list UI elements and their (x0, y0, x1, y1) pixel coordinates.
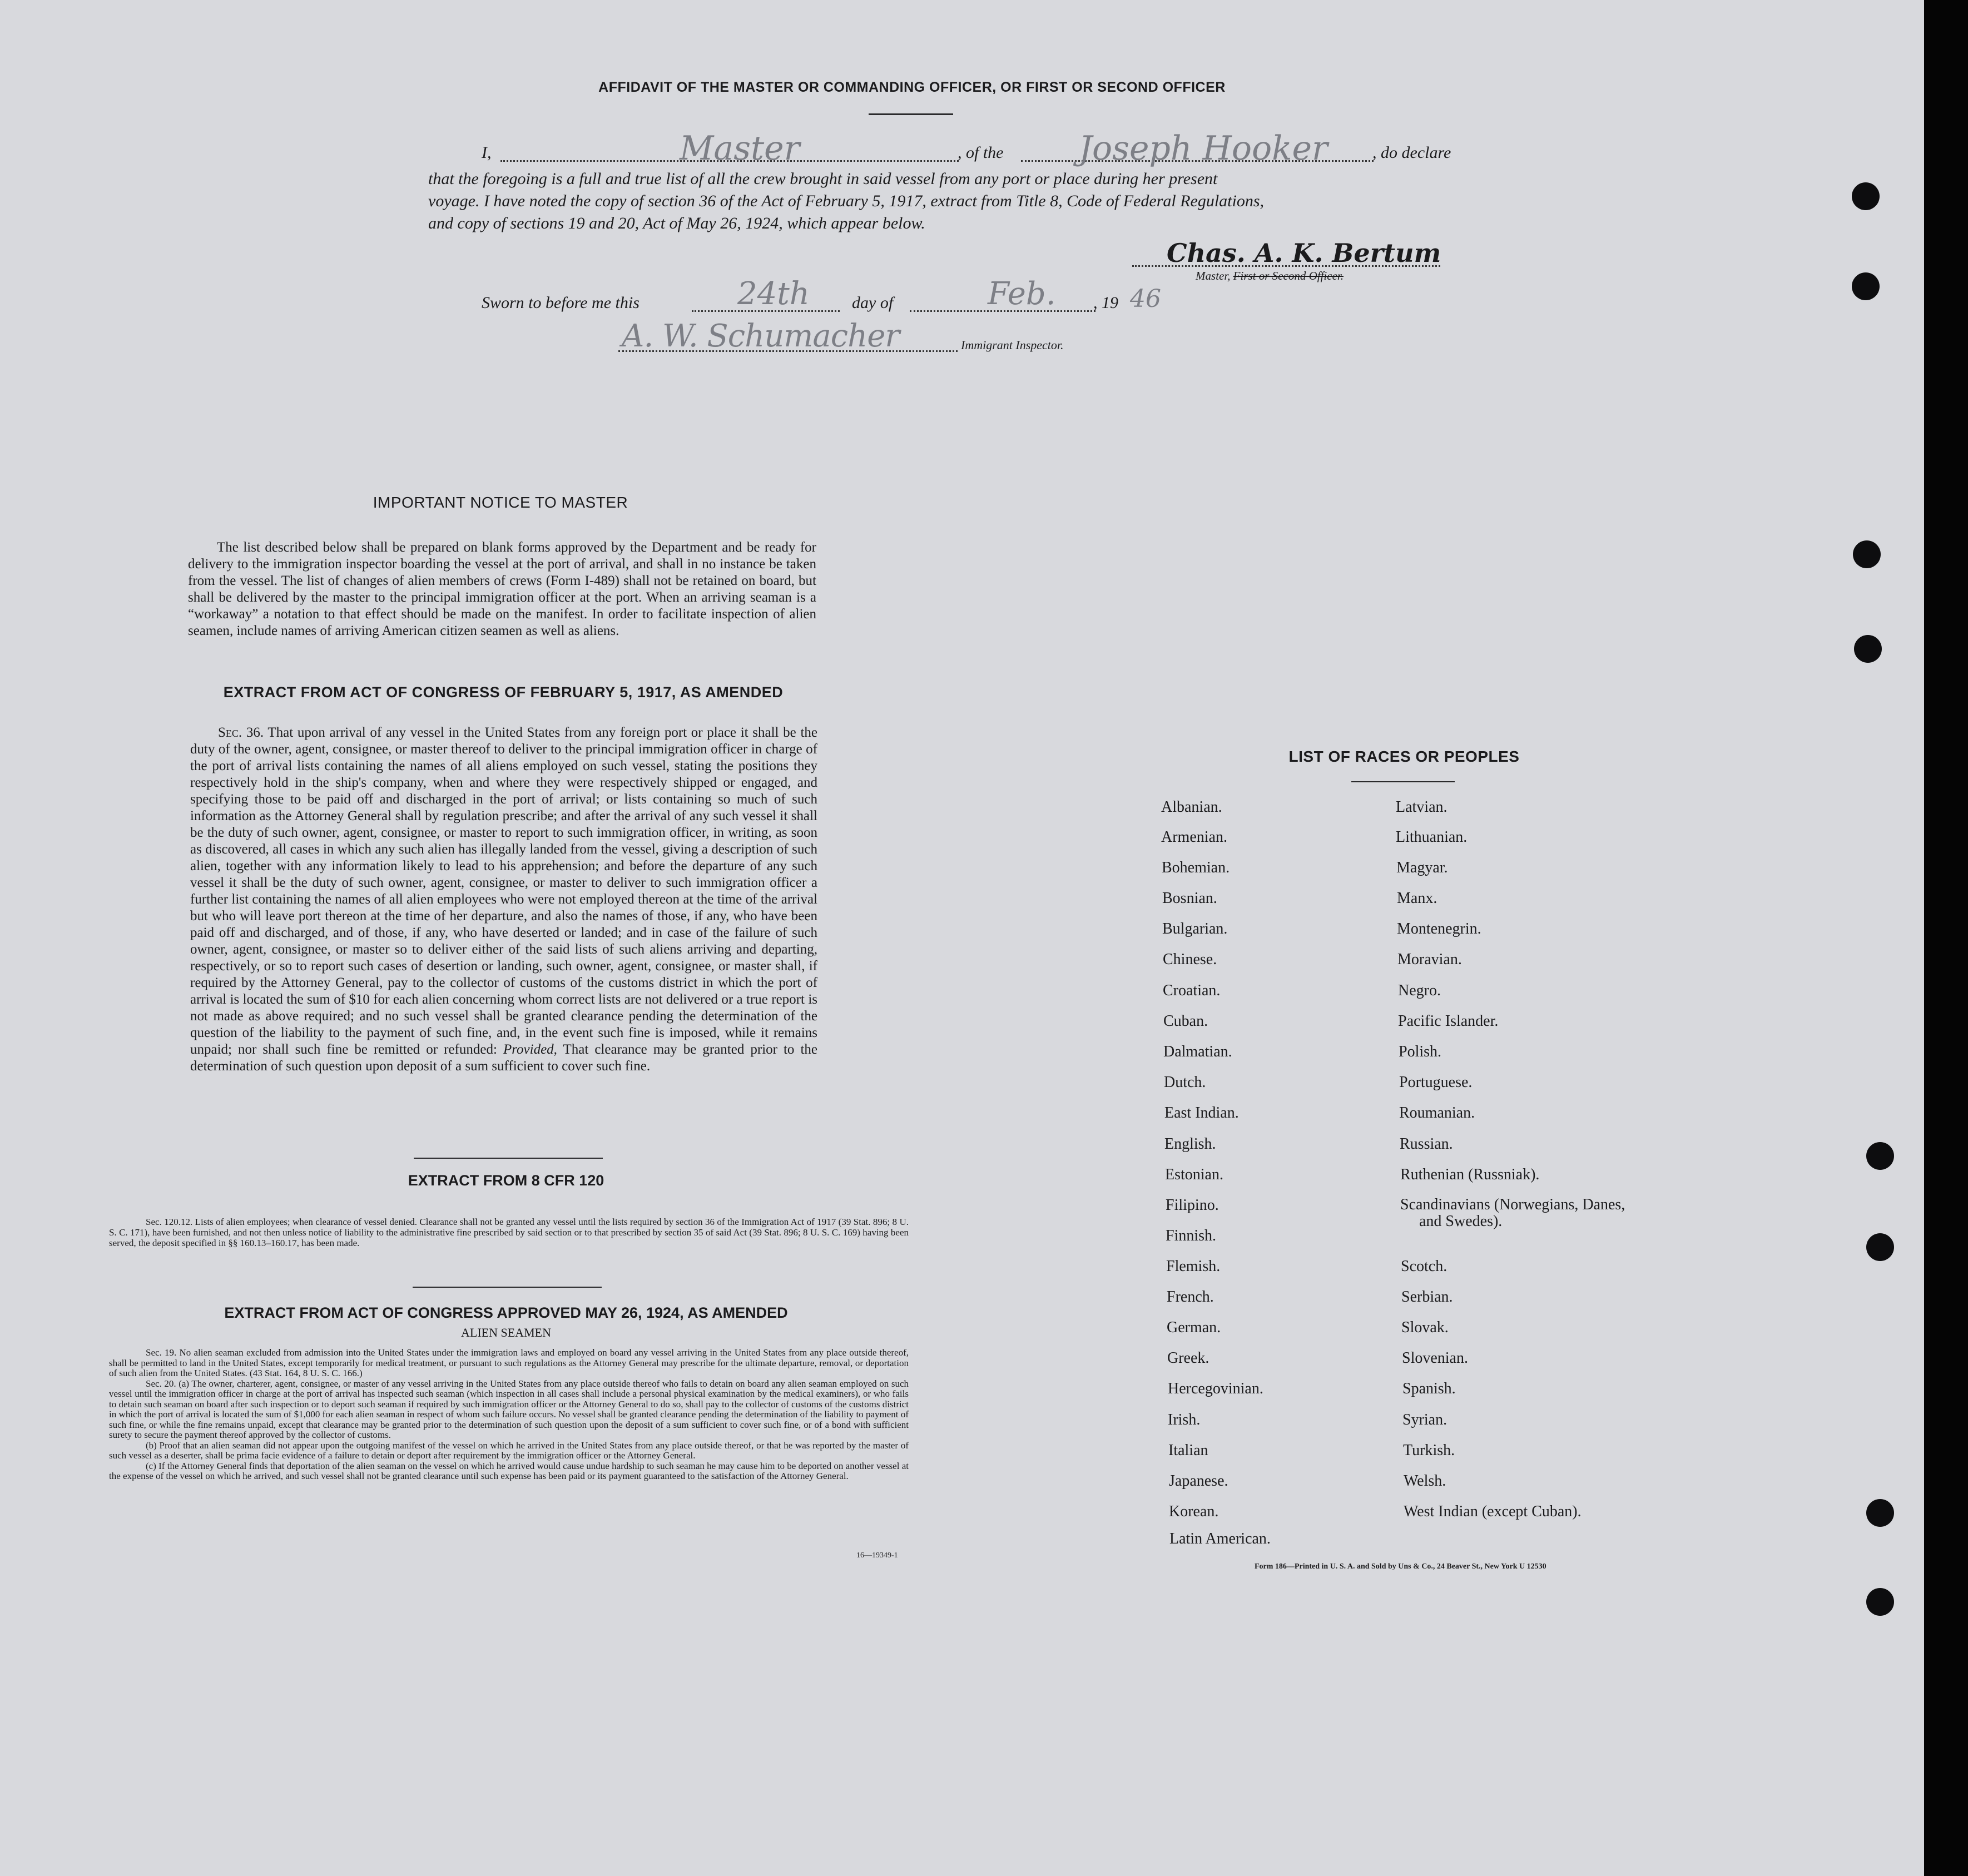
punch-hole-1 (1852, 182, 1880, 210)
extract-1917-sec-label: Sec. 36. (218, 725, 264, 740)
rank-handwritten: Master (680, 129, 800, 168)
race-left-5: Bulgarian. (1162, 920, 1228, 937)
race-left-1: Albanian. (1161, 798, 1222, 816)
signature-caption-struck: First or Second Officer. (1233, 269, 1344, 282)
notice-text: The list described below shall be prepared on blank forms approved by the Department and be ready for delivery to the immigration inspector boarding the vessel at the port of arrival, and shall in no instance be taken from the vessel. The list of changes of alien members of crews (Form I-489) shall not be retained on board, but shall be delivered by the master to the principal immigration officer at the port. When an arriving seaman is a “workaway” a notation to that effect should be made on the manifest. In order to facilitate inspection of alien seamen, include names of arriving American citizen seamen as well as aliens. (188, 540, 816, 638)
race-left-8: Cuban. (1163, 1013, 1208, 1030)
race-right-20: Syrian. (1402, 1411, 1448, 1428)
race-right-11: Roumanian. (1399, 1104, 1475, 1121)
extract-1917-title: EXTRACT FROM ACT OF CONGRESS OF FEBRUARY 5, 1917, AS AMENDED (223, 684, 784, 701)
punch-hole-2 (1852, 272, 1880, 300)
race-right-17: Slovak. (1401, 1319, 1449, 1336)
inspector-caption: Immigrant Inspector. (961, 338, 1064, 352)
race-right-16: Serbian. (1401, 1288, 1453, 1306)
race-right-22: Welsh. (1404, 1472, 1446, 1490)
notice-title: IMPORTANT NOTICE TO MASTER (373, 494, 628, 511)
race-left-10: Dutch. (1164, 1074, 1206, 1091)
race-right-1: Latvian. (1396, 798, 1448, 816)
punch-hole-6 (1866, 1233, 1894, 1261)
race-left-20: Hercegovinian. (1168, 1380, 1263, 1397)
race-left-2: Armenian. (1161, 828, 1227, 846)
extract-1924-text (109, 1348, 909, 1482)
race-left-12: English. (1164, 1135, 1216, 1153)
affidavit-do-declare: , do declare (1372, 143, 1451, 162)
master-signature: Chas. A. K. Bertum (1167, 238, 1441, 268)
cfr-rule-bottom (413, 1287, 602, 1288)
extract-1917-text-b: That clearance may be granted prior to the determination of such question upon deposit of a sum sufficient to cover such fine. (190, 1042, 818, 1074)
extract-1924-sec20a: Sec. 20. (a) The owner, charterer, agent, consignee, or master of any vessel arriving in the United States from any place outside thereof who fails to detain on board any alien seaman employed on such vessel until the immigration officer in charge at the port of arrival has inspected such seaman (which inspection in all cases shall include a personal physical examination by the medical examiners), or who fails to detain such seaman on board after such inspection or to deport such seaman if required by such immigration officer or the Attorney General to do so, shall pay to the collector of customs of the customs district in which the port of arrival is located the sum of $1,000 for each alien seaman in respect of whom such failure occurs. No vessel shall be granted clearance pending the determination of the liability to payment of such fine, or while the fine remains unpaid, except that clearance may be granted prior to the determination of such question upon the deposit of a sum sufficient to cover such fine, or of a bond with sufficient surety to secure the payment thereof approved by the collector of customs. (109, 1378, 909, 1440)
cfr-text: Sec. 120.12. Lists of alien employees; when clearance of vessel denied. Clearance shall not be granted any vessel until the lists required by section 36 of the Immigration Act of 1917 (39 Stat. 896; 8 U. S. C. 171), have been furnished, and not then unless notice of liability to the administrative fine prescribed by said section or to that prescribed by section 35 of said Act (39 Stat. 896; 8 U. S. C. 169) having been served, the deposit specified in §§ 160.13–160.17, has been made. (109, 1217, 909, 1248)
cfr-rule-top (414, 1158, 603, 1159)
race-left-25: Latin American. (1169, 1530, 1271, 1547)
race-left-3: Bohemian. (1162, 859, 1230, 876)
cfr-title: EXTRACT FROM 8 CFR 120 (408, 1172, 604, 1189)
race-left-4: Bosnian. (1162, 890, 1217, 907)
race-left-7: Croatian. (1163, 982, 1221, 999)
year-handwritten: 46 (1130, 285, 1161, 313)
race-left-19: Greek. (1167, 1349, 1209, 1367)
race-left-14: Filipino. (1166, 1197, 1219, 1214)
affidavit-body (428, 168, 1264, 235)
extract-1924-sec20b: (b) Proof that an alien seaman did not appear upon the outgoing manifest of the vessel on which he arrived in the United States from any place outside thereof, or that he was reported by the master of such vessel as a deserter, shall be prima facie evidence of a failure to detain or deport after requirement by the immigration officer or the Attorney General. (109, 1440, 909, 1461)
race-left-9: Dalmatian. (1163, 1043, 1232, 1060)
extract-1917-provided: Provided, (503, 1042, 557, 1057)
race-left-21: Irish. (1168, 1411, 1201, 1428)
race-left-23: Japanese. (1169, 1472, 1228, 1490)
day-of-label: day of (852, 294, 894, 312)
race-left-22: Italian (1168, 1442, 1208, 1459)
punch-hole-8 (1866, 1588, 1894, 1616)
day-handwritten: 24th (737, 276, 810, 312)
race-right-2: Lithuanian. (1396, 828, 1468, 846)
affidavit-body-line-1: that the foregoing is a full and true list of all the crew brought in said vessel from any port or place during her present (428, 170, 1218, 188)
race-right-14: Scandinavians (Norwegians, Danes, and Swedes). (1400, 1196, 1625, 1230)
race-right-7: Negro. (1398, 982, 1441, 999)
race-right-18: Slovenian. (1402, 1349, 1468, 1367)
race-left-6: Chinese. (1163, 951, 1217, 968)
race-right-23: West Indian (except Cuban). (1404, 1503, 1582, 1520)
affidavit-of-the-label: , of the (958, 143, 1004, 162)
race-left-16: Flemish. (1166, 1258, 1221, 1275)
month-handwritten: Feb. (988, 276, 1056, 312)
inspector-signature: A. W. Schumacher (622, 318, 900, 354)
punch-hole-3 (1853, 540, 1881, 568)
race-right-4: Manx. (1397, 890, 1437, 907)
affidavit-body-line-2: voyage. I have noted the copy of section 36 of the Act of February 5, 1917, extract from Title 8, Code of Federal Regulations, (428, 192, 1265, 210)
race-right-15: Scotch. (1401, 1258, 1448, 1275)
race-right-9: Polish. (1399, 1043, 1442, 1060)
race-left-11: East Indian. (1164, 1104, 1239, 1121)
races-title: LIST OF RACES OR PEOPLES (1288, 748, 1520, 765)
affidavit-i-label: I, (482, 143, 492, 162)
extract-1924-title: EXTRACT FROM ACT OF CONGRESS APPROVED MAY 26, 1924, AS AMENDED (224, 1304, 788, 1321)
affidavit-title-rule (869, 113, 953, 115)
race-right-5: Montenegrin. (1397, 920, 1481, 937)
punch-hole-4 (1854, 635, 1882, 663)
vessel-handwritten: Joseph Hooker (1079, 129, 1328, 168)
signature-caption-master: Master, (1196, 269, 1231, 282)
extract-1917-text-a: That upon arrival of any vessel in the United States from any foreign port or place it shall be the duty of the owner, agent, consignee, or master thereof to deliver to the principal immigration officer in charge of the port of arrival lists containing the names of all aliens employed on such vessel, stating the positions they respectively hold in the ship's company, when and where they were respectively shipped or engaged, and specifying those to be paid off and discharged in the port of arrival; or lists containing so much of such information as the Attorney General shall by regulation prescribe; and after the arrival of any such vessel it shall be the duty of such owner, agent, consignee, or master to report to such immigration officer, in writing, as soon as discovered, all cases in which any such alien has illegally landed from the vessel, giving a description of such alien, together with any information likely to lead to his apprehension; and before the departure of any such vessel it shall be the duty of such owner, agent, consignee, or master to deliver to such immigration officer a further list containing the names of all alien employees who were not employed thereon at the time of the arrival but who will leave port thereon at the time of her departure, and also the names of those, if any, who have been paid off and discharged, and of those, if any, who have deserted or landed; and in case of the failure of such owner, agent, consignee, or master so to deliver either of the said lists of such aliens arriving and departing, respectively, or so to report such cases of desertion or landing, such owner, agent, consignee, or master shall, if required by the Attorney General, pay to the collector of customs of the customs district in which the port of arrival is located the sum of $10 for each alien concerning whom correct lists are not delivered or a true report is not made as above required; and no such vessel shall be granted clearance pending the determination of the question of the liability to the payment of such fine, and, in the event such fine is imposed, while it remains unpaid; nor shall such fine be remitted or refunded: (190, 725, 817, 1057)
race-right-13: Ruthenian (Russniak). (1400, 1166, 1540, 1183)
race-right-8: Pacific Islander. (1398, 1013, 1499, 1030)
race-right-21: Turkish. (1403, 1442, 1455, 1459)
race-left-15: Finnish. (1166, 1227, 1217, 1244)
race-left-13: Estonian. (1165, 1166, 1223, 1183)
race-right-10: Portuguese. (1399, 1074, 1473, 1091)
affidavit-title: AFFIDAVIT OF THE MASTER OR COMMANDING OFFICER, OR FIRST OR SECOND OFFICER (598, 80, 1226, 95)
race-right-6: Moravian. (1397, 951, 1462, 968)
sworn-label: Sworn to before me this (482, 294, 640, 312)
races-title-rule (1351, 781, 1455, 782)
form-footer: Form 186—Printed in U. S. A. and Sold by Uns & Co., 24 Beaver St., New York U 12530 (1255, 1562, 1546, 1571)
extract-1917-text (190, 724, 817, 1075)
race-right-12: Russian. (1400, 1135, 1453, 1153)
race-right-3: Magyar. (1396, 859, 1448, 876)
race-left-17: French. (1167, 1288, 1214, 1306)
race-right-19: Spanish. (1402, 1380, 1456, 1397)
extract-1924-sec20c: (c) If the Attorney General finds that deportation of the alien seaman on the vessel on which he arrived would cause undue hardship to such seaman he may cause him to be deported on another vessel at the expense of the vessel on which he arrived, and such vessel shall not be granted clearance until such expense has been paid or its payment guaranteed to the satisfaction of the Attorney General. (109, 1460, 909, 1481)
race-left-18: German. (1167, 1319, 1221, 1336)
signature-caption (1196, 269, 1344, 283)
extract-1924-subtitle: ALIEN SEAMEN (461, 1326, 551, 1339)
punch-hole-5 (1866, 1142, 1894, 1170)
punch-hole-7 (1866, 1499, 1894, 1527)
race-left-24: Korean. (1169, 1503, 1219, 1520)
affidavit-body-line-3: and copy of sections 19 and 20, Act of May 26, 1924, which appear below. (428, 214, 925, 232)
extract-1924-code: 16—19349-1 (856, 1551, 898, 1560)
extract-1924-sec19: Sec. 19. No alien seaman excluded from admission into the United States under the immigration laws and employed on board any vessel arriving in the United States from any place outside thereof, shall be permitted to land in the United States, except temporarily for medical treatment, or pursuant to such regulations as the Attorney General may prescribe for the ultimate departure, removal, or deportation of such alien from the United States. (43 Stat. 164, 8 U. S. C. 166.) (109, 1347, 909, 1378)
year-prefix: , 19 (1093, 294, 1118, 312)
